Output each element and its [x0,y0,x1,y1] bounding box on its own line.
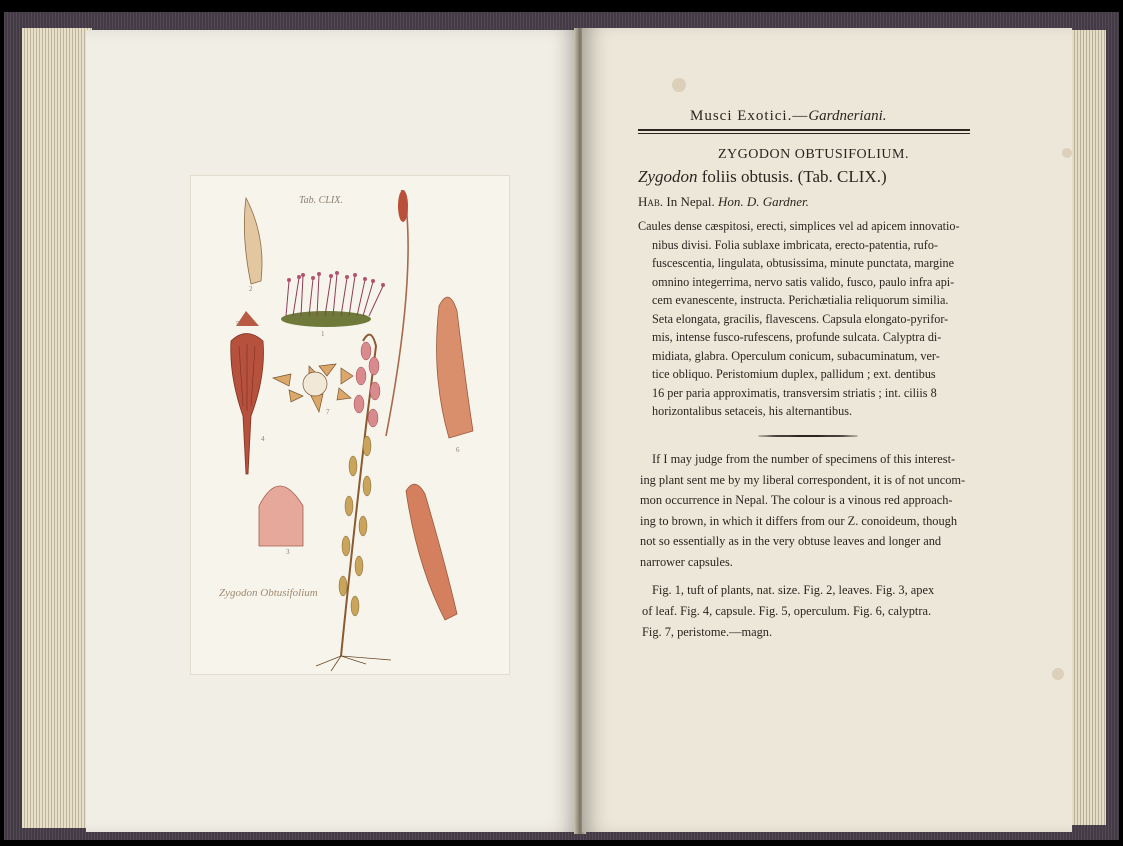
ornamental-rule [758,435,858,437]
leaf-apex-figure [259,486,303,546]
body-line: not so essentially as in the very obtuse leaves and longer and [640,534,942,548]
figure-number: 7 [326,408,330,416]
diagnosis-text: foliis obtusis. (Tab. CLIX.) [697,167,887,186]
peristome-figure [273,364,353,412]
habitat [638,194,809,210]
figure-number: 6 [456,446,460,454]
description-line: mis, intense fusco-rufescens, profunde sulcata. Calyptra di- [652,330,942,344]
figure-caption-line: Fig. 1, tuft of plants, nat. size. Fig. 2, leaves. Fig. 3, apex [652,583,935,597]
description-line: omnino integerrima, nervo satis valido, fusco, paulo infra api- [652,274,955,289]
habitat-label: Hab. [638,194,664,209]
description-line: 16 per paria approximatis, transversim striatis ; int. ciliis 8 [652,385,937,400]
description-line: fuscescentia, lingulata, obtusissima, minute punctata, margine [652,256,955,270]
moss-illustration [191,176,509,674]
plate-label: Tab. CLIX. [299,195,343,206]
foxing-spot [672,78,686,92]
leaf-figure [244,198,262,284]
diagnosis [638,167,887,187]
header-rule-thin [638,133,970,134]
figure-number: 5 [236,320,240,328]
description-line: Seta elongata, gracilis, flavescens. Capsula elongato-pyrifor- [652,311,949,326]
page-edges-right [1066,30,1106,825]
species-title: ZYGODON OBTUSIFOLIUM. [718,147,909,162]
description-line: Caules dense cæspitosi, erecti, simplices vel ad apicem innovatio- [638,219,960,233]
figure-caption-line: Fig. 7, peristome.—magn. [642,625,773,639]
habitat-collector: Hon. D. Gardner. [718,194,809,209]
plate-species-name: Zygodon Obtusifolium [219,587,318,599]
running-head-main: Musci Exotici.— [690,108,809,124]
figure-number: 4 [261,435,265,443]
header-rule-thick [638,129,970,131]
description-line: nibus divisi. Folia sublaxe imbricata, erecto-patentia, rufo- [652,237,938,252]
running-head [690,108,887,125]
habitat-text: In Nepal. [663,194,719,209]
body-line: ing plant sent me by my liberal correspondent, it is of not uncom- [640,472,966,487]
tuft-figure [281,271,385,327]
description-line: tice obliquo. Peristomium duplex, pallidum ; ext. dentibus [652,367,936,381]
body-line: ing to brown, in which it differs from our Z. conoideum, though [640,513,958,528]
figure-number: 2 [249,285,253,293]
figure-number: 3 [286,548,290,556]
page-edges-left [22,28,92,828]
body-line: If I may judge from the number of specimens of this interest- [652,452,956,466]
figure-caption-line: of leaf. Fig. 4, capsule. Fig. 5, operculum. Fig. 6, calyptra. [642,604,932,618]
foxing-spot [1062,148,1072,158]
description-line: cem evanescente, instructa. Perichætialia reliquorum similia. [652,293,949,307]
body-line: narrower capsules. [640,554,733,569]
figure-number: 1 [321,330,325,338]
diagnosis-genus: Zygodon [638,167,698,186]
leaf-figure-large [437,297,473,438]
description-line: midiata, glabra. Operculum conicum, subacuminatum, ver- [652,348,940,363]
botanical-plate [190,175,510,675]
plant-figure [316,190,408,671]
description-line: horizontalibus setaceis, his alternantibus. [652,404,853,418]
foxing-spot [1052,668,1064,680]
running-head-italic: Gardneriani. [808,108,887,124]
leaf-figure-lower [406,484,457,620]
body-line: mon occurrence in Nepal. The colour is a vinous red approach- [640,493,953,507]
